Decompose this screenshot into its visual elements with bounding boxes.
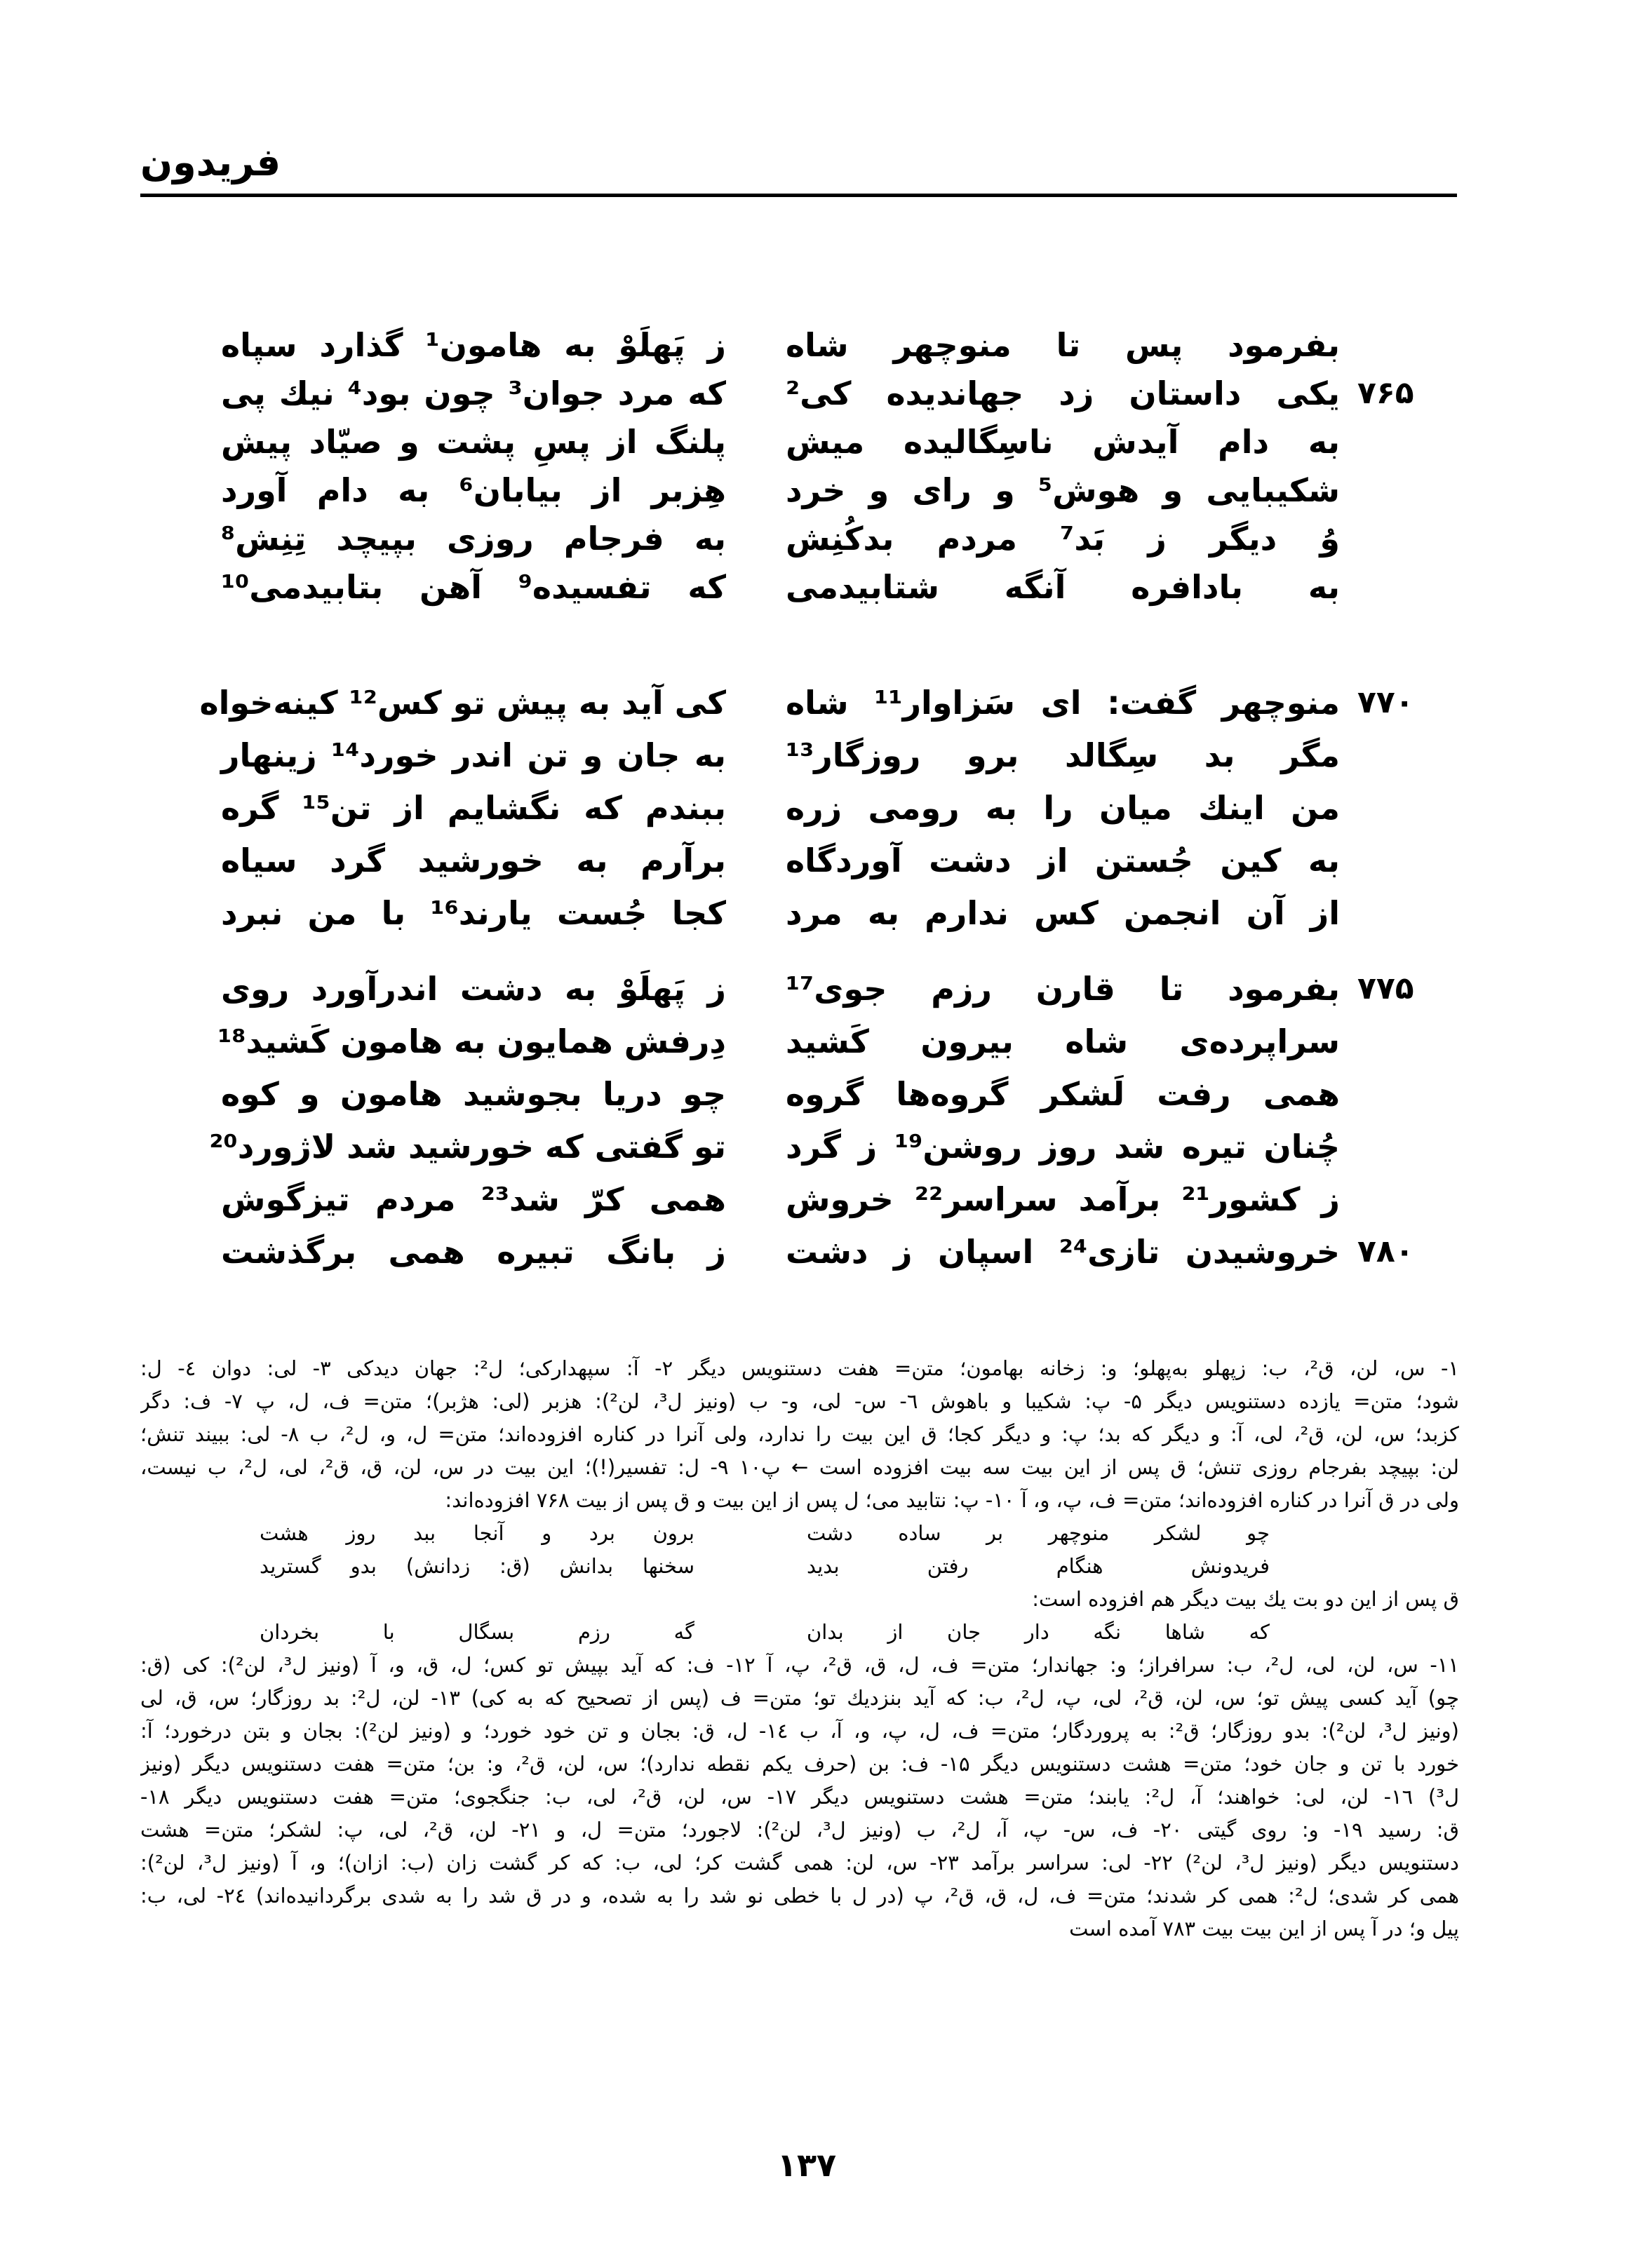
footnote-line: چو) آید کسی پیش تو؛ س، لن، ق²، لی، پ، ل²، ب: که آید بنزدیك تو؛ متن= ف (پس از تصحیح که به کی) ۱۳- لن، ل²: بد روزگار؛ س، ق، لی: [140, 1686, 1459, 1710]
verse-first-hemistich: شکیبایی و هوش⁵ و رای و خرد: [786, 471, 1340, 509]
verse-number: [1357, 784, 1413, 832]
verse-second-hemistich: به جان و تن اندر خورد¹⁴ زینهار: [221, 736, 726, 774]
verse-number: ۷۷۰: [1357, 684, 1414, 720]
footnote-inserted-verse: [140, 1616, 1459, 1649]
inserted-verse-first-hemistich: که شاها نگه دار جان از بدان: [807, 1620, 1270, 1644]
verse-second-hemistich: ز پَهلَوْ به دشت اندرآورد روی: [221, 970, 726, 1008]
footnote-line: شود؛ متن= یازده دستنویس دیگر ۵- پ: شکیبا و باهوش ٦- س- لی، و- ب (ونیز ل³، لن²): هزبر (لی: هژبر)؛ متن= ف، ل، پ ۷- ف: دگر: [140, 1389, 1459, 1413]
verse-first-hemistich: ز کشور²¹ برآمد سراسر²² خروش: [786, 1180, 1340, 1218]
verse-first-hemistich: وُ دیگر ز بَد⁷ مردم بدکُنِش: [786, 520, 1340, 558]
inserted-verse-first-hemistich: چو لشکر منوچهر بر ساده دشت: [807, 1521, 1270, 1545]
verse-first-hemistich: یکی داستان زد جهاندیده کی²: [786, 374, 1340, 412]
verse-number: [1357, 515, 1413, 562]
verse-row: [0, 837, 1652, 884]
footnotes: [140, 1352, 1459, 1945]
footnote-line: ق پس از این دو بت یك بیت دیگر هم افزوده است:: [1032, 1587, 1459, 1611]
verse-row: [0, 965, 1652, 1013]
verse-first-hemistich: بفرمود پس تا منوچهر شاه: [786, 326, 1340, 364]
footnote-line: همی کر شدی؛ ل²: همی کر شدند؛ متن= ف، ل، ق، ق²، پ (در ل با خطی نو شد را به شده، و در ق شد را به شدی برگردانیده‌اند) ۲٤- لی، ب:: [140, 1884, 1459, 1908]
verse-number: [1357, 837, 1413, 884]
verse-first-hemistich: خروشیدن تازی²⁴ اسپان ز دشت: [786, 1233, 1340, 1271]
verse-row: [0, 515, 1652, 562]
verse-second-hemistich: همی کرّ شد²³ مردم تیزگوش: [221, 1180, 726, 1218]
footnote-line: ق: رسید ۱۹- و: روی گیتی ۲۰- ف، س- پ، آ، ل²، ب (ونیز ل³، لن²): لاجورد؛ متن= ل، و ۲۱- لن، ق²، لی، پ: لشکر؛ متن= هشت: [140, 1818, 1459, 1842]
verse-row: [0, 466, 1652, 514]
verse-second-hemistich: کجا جُست یارند¹⁶ با من نبرد: [221, 894, 726, 932]
verse-row: [0, 563, 1652, 611]
verse-first-hemistich: به کین جُستن از دشت آوردگاه: [786, 842, 1340, 879]
page-number: ۱۳۷: [777, 2146, 837, 2184]
footnote-line: ولی در ق آنرا در کناره افزوده‌اند؛ متن= ف، پ، و، آ ۱۰- پ: نتابید می؛ ل پس از این بیت و ق پس از بیت ۷۶۸ افزوده‌اند:: [445, 1488, 1459, 1512]
footnote-line: ۱- س، لن، ق²، ب: زپهلو به‌پهلو؛ و: زخانه بهامون؛ متن= هفت دستنویس دیگر ۲- آ: سپهدارکی؛ ل²: جهان دیدکی ۳- لی: دوان ٤- ل:: [140, 1356, 1459, 1380]
verse-second-hemistich: که تفسیده⁹ آهن بتابیدمی¹⁰: [221, 568, 726, 606]
verse-second-hemistich: ببندم که نگشایم از تن¹⁵ گره: [221, 789, 726, 827]
footnote-line: ل³) ۱٦- لن، لی: خواهند؛ آ، ل²: یابند؛ متن= هشت دستنویس دیگر ۱۷- س، لن، ق²، لی، ب: جنگجوی؛ متن= هفت دستنویس دیگر ۱۸-: [140, 1785, 1459, 1809]
verse-number: ۷۶۵: [1357, 375, 1414, 411]
verse-row: [0, 370, 1652, 417]
verse-first-hemistich: به بادافره آنگه شتابیدمی: [786, 568, 1340, 606]
verse-row: [0, 889, 1652, 937]
verse-row: [0, 784, 1652, 832]
running-header-title: فریدون: [140, 140, 281, 184]
footnote-line: خورد با تن و جان خود؛ متن= هشت دستنویس دیگر ۱۵- ف: بن (حرف یکم نقطه ندارد)؛ س، لن، ق²، و: بن؛ متن= هفت دستنویس دیگر (ونیز: [140, 1752, 1459, 1776]
verse-second-hemistich: ز پَهلَوْ به هامون¹ گذارد سپاه: [221, 326, 727, 364]
verse-number: [1357, 321, 1413, 369]
footnote-line: ۱۱- س، لن، لی، ل²، ب: سرافراز؛ و: جهاندار؛ متن= ف، ل، ق، ق²، پ، آ ۱۲- ف: که آید بپیش تو کس؛ ل، ق، و، آ (ونیز ل³، لن²): کی (ق:: [140, 1653, 1459, 1677]
inserted-verse-second-hemistich: گه رزم بسگال با بخردان: [260, 1620, 694, 1644]
verse-second-hemistich: چو دریا بجوشید هامون و کوه: [221, 1075, 726, 1113]
footnote-line: کزبد؛ س، لن، ق²، لی، آ: و دیگر که بد؛ پ: و دیگر کجا؛ ق این بیت را ندارد، ولی آنرا در کناره افزوده‌اند؛ متن= ل، و، ل²، ب ۸- لی: ببیند تنش؛: [140, 1422, 1459, 1446]
inserted-verse-second-hemistich: برون برد و آنجا ببد روز هشت: [260, 1521, 694, 1545]
verse-second-hemistich: پلنگ از پسِ پشت و صیّاد پیش: [221, 423, 726, 461]
verse-first-hemistich: به دام آیدش ناسِگالیده میش: [786, 423, 1340, 461]
verse-row: [0, 418, 1652, 466]
verse-row: [0, 679, 1652, 727]
verse-number: ۷۷۵: [1357, 971, 1414, 1006]
verse-number: [1357, 1123, 1413, 1170]
verse-second-hemistich: به فرجام روزی بپیچد تِنِش⁸: [221, 520, 726, 558]
verse-second-hemistich: که مرد جوان³ چون بود⁴ نیك پی: [221, 374, 726, 412]
verse-number: [1357, 1018, 1413, 1065]
verse-first-hemistich: من اینك میان را به رومی زره: [786, 789, 1340, 827]
verse-first-hemistich: بفرمود تا قارن رزم جوی¹⁷: [786, 970, 1340, 1008]
verse-number: [1357, 889, 1413, 937]
footnote-inserted-verse: [140, 1550, 1459, 1583]
verse-row: [0, 1123, 1652, 1170]
verse-number: [1357, 731, 1413, 779]
verse-row: [0, 1018, 1652, 1065]
verse-first-hemistich: چُنان تیره شد روز روشن¹⁹ ز گرد: [786, 1128, 1341, 1166]
verse-first-hemistich: همی رفت لَشکر گروه‌ها گروه: [786, 1075, 1340, 1113]
verse-number: [1357, 1070, 1413, 1118]
verse-row: [0, 1228, 1652, 1276]
verse-row: [0, 321, 1652, 369]
verse-first-hemistich: از آن انجمن کس ندارم به مرد: [786, 894, 1340, 932]
verse-first-hemistich: سراپرده‌ی شاه بیرون کَشید: [786, 1022, 1340, 1060]
verse-row: [0, 731, 1652, 779]
verse-first-hemistich: مگر بد سِگالد برو روزگار¹³: [786, 736, 1340, 774]
verse-second-hemistich: ز بانگ تبیره همی برگذشت: [221, 1233, 726, 1271]
footnote-line: لن: بپیچد بفرجام روزی تنش؛ ق پس از این بیت سه بیت افزوده است ← پ۱۰ ۹- ل: تفسیر(!)؛ این بیت در س، لن، ق، ق²، لی، ل²، ب نیست،: [140, 1455, 1459, 1479]
verse-first-hemistich: منوچهر گفت: ای سَزاوار¹¹ شاه: [786, 684, 1340, 722]
footnote-line: پیل و؛ در آ پس از این بیت بیت ۷۸۳ آمده است: [1069, 1917, 1459, 1940]
inserted-verse-second-hemistich: سخنها بدانش (ق: زدانش) بدو گسترید: [260, 1554, 694, 1578]
verse-number: [1357, 418, 1413, 466]
verse-second-hemistich: برآرم به خورشید گرد سیاه: [221, 842, 726, 879]
verse-row: [0, 1175, 1652, 1223]
verse-second-hemistich: دِرفش همایون به هامون کَشید¹⁸: [217, 1022, 726, 1060]
verse-second-hemistich: تو گفتی که خورشید شد لاژورد²⁰: [209, 1128, 726, 1166]
footnote-line: دستنویس دیگر (ونیز ل³، لن²) ۲۲- لی: سراسر برآمد ۲۳- س، لن: همی گشت کر؛ لی، ب: که کر گشت زان (ب: ازان)؛ و، آ (ونیز ل³، لن²):: [140, 1851, 1459, 1875]
verse-number: [1357, 563, 1413, 611]
verse-number: [1357, 1175, 1413, 1223]
verse-row: [0, 1070, 1652, 1118]
verse-second-hemistich: هِزبر از بیابان⁶ به دام آورد: [221, 471, 727, 509]
verse-number: ۷۸۰: [1357, 1234, 1414, 1269]
verse-number: [1357, 466, 1413, 514]
header-rule: [140, 194, 1457, 197]
inserted-verse-first-hemistich: فریدونش هنگام رفتن بدید: [807, 1554, 1270, 1578]
footnote-inserted-verse: [140, 1517, 1459, 1550]
footnote-line: (ونیز ل³، لن²): بدو روزگار؛ ق²: به پروردگار؛ متن= ف، ل، پ، و، آ، ب ١٤- ل، ق: بجان و تن خود خورد؛ و (ونیز لن²): بجان و بتن درخورد؛ آ:: [140, 1719, 1459, 1743]
verse-second-hemistich: کی آید به پیش تو کس¹² کینه‌خواه: [199, 684, 726, 722]
